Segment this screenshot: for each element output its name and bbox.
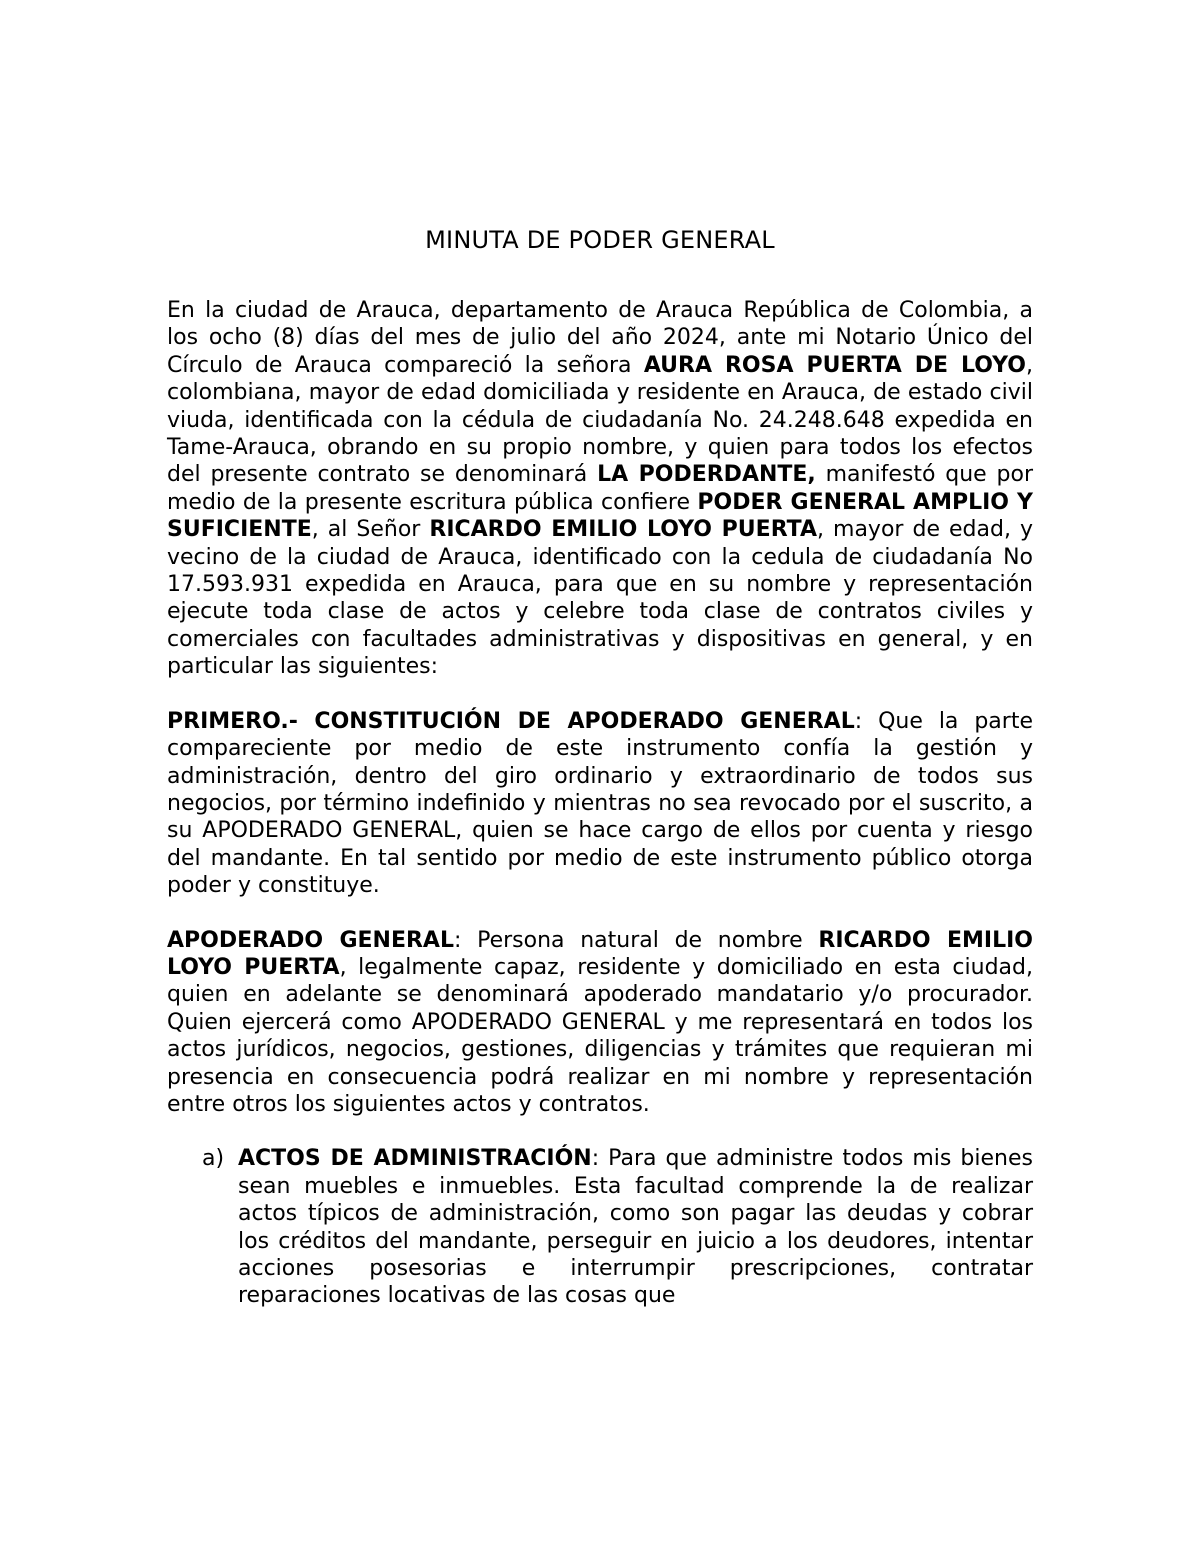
- clause-apoderado: [167, 927, 1033, 1119]
- list-item: [167, 1145, 1033, 1309]
- clause-apoderado-heading: APODERADO GENERAL: [167, 927, 454, 953]
- clause-apoderado-text-2: , legalmente capaz, residente y domiciliado en esta ciudad, quien en adelante se denominará apoderado mandatario y/o procurador. Quien ejercerá como APODERADO GENERAL y me representará en todos los actos jurídicos, negocios, gestiones, diligencias y trámites que requieran mi presencia en consecuencia podrá realizar en mi nombre y representación entre otros los siguientes actos y contratos.: [167, 954, 1033, 1117]
- list-item-body: : Para que administre todos mis bienes sean muebles e inmuebles. Esta facultad comprende la de realizar actos típicos de administración, como son pagar las deudas y cobrar los créditos del mandante, perseguir en juicio a los deudores, intentar acciones posesorias e interrumpir prescripciones, contratar reparaciones locativas de las cosas que: [238, 1146, 1033, 1309]
- document-page: [167, 226, 1033, 1310]
- grantor-role: LA PODERDANTE,: [597, 462, 816, 488]
- intro-text-5: , mayor de edad, y vecino de la ciudad de Arauca, identificado con la cedula de ciudadanía No 17.593.931 expedida en Arauca, para que en su nombre y representación ejecute toda clase de actos y celebre toda clase de contratos civiles y comerciales con facultades administrativas y dispositivas en general, y en particular las siguientes:: [167, 517, 1033, 680]
- power-type: PODER GENERAL AMPLIO Y SUFICIENTE: [167, 489, 1033, 543]
- clause-primero: [167, 708, 1033, 900]
- intro-text-4: , al Señor: [311, 517, 430, 543]
- clause-primero-heading: PRIMERO.- CONSTITUCIÓN DE APODERADO GENERAL: [167, 708, 855, 734]
- clause-apoderado-name: RICARDO EMILIO LOYO PUERTA: [167, 927, 1033, 980]
- list-item-text: [238, 1145, 1033, 1309]
- list-marker: a): [202, 1146, 225, 1172]
- clause-apoderado-text-1: : Persona natural de nombre: [453, 927, 819, 953]
- intro-text-1: En la ciudad de Arauca, departamento de Arauca República de Colombia, a los ocho (8) días del mes de julio del año 2024, ante mi Notario Único del Círculo de Arauca compareció la señora: [167, 298, 1033, 378]
- clause-primero-text: : Que la parte compareciente por medio de este instrumento confía la gestión y administración, dentro del giro ordinario y extraordinario de todos sus negocios, por término indefinido y mientras no sea revocado por el suscrito, a su APODERADO GENERAL, quien se hace cargo de ellos por cuenta y riesgo del mandante. En tal sentido por medio de este instrumento público otorga poder y constituye.: [167, 708, 1033, 899]
- document-title: MINUTA DE PODER GENERAL: [425, 226, 775, 254]
- grantor-name: AURA ROSA PUERTA DE LOYO: [643, 352, 1027, 378]
- list-item-heading: ACTOS DE ADMINISTRACIÓN: [238, 1146, 592, 1172]
- intro-text-3: manifestó que por medio de la presente escritura pública confiere: [167, 462, 1033, 515]
- attorney-name: RICARDO EMILIO LOYO PUERTA: [429, 517, 817, 543]
- intro-paragraph: [167, 297, 1033, 681]
- intro-text-2: , colombiana, mayor de edad domiciliada y residente en Arauca, de estado civil viuda, identificada con la cédula de ciudadanía No. 24.248.648 expedida en Tame-Arauca, obrando en su propio nombre, y quien para todos los efectos del presente contrato se denominará: [167, 352, 1034, 488]
